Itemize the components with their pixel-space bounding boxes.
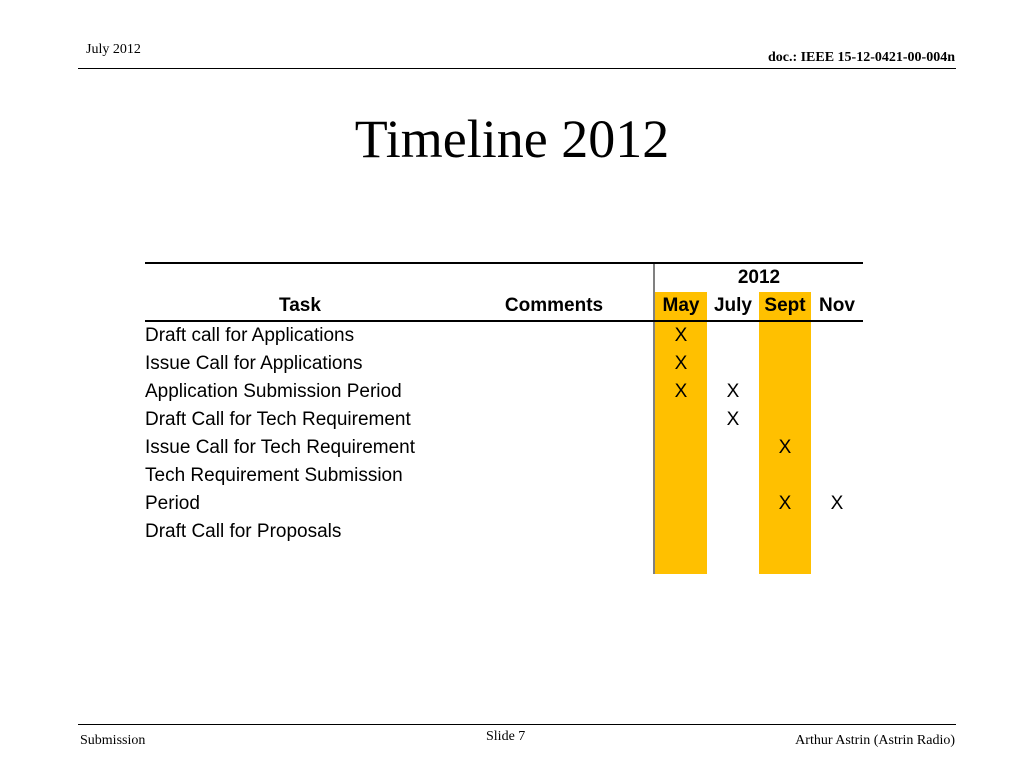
month-mark-cell: X: [655, 350, 707, 378]
task-cell: Period: [145, 493, 200, 514]
table-row: [145, 434, 863, 462]
month-mark-cell: X: [726, 409, 740, 430]
month-mark-cell: [811, 321, 863, 350]
month-header-july: July: [707, 292, 759, 321]
month-mark-cell: [811, 434, 863, 462]
task-cell: Draft Call for Tech Requirement: [145, 409, 411, 430]
month-mark-cell: [707, 518, 759, 546]
month-mark-cell: X: [655, 321, 707, 350]
table-row: [145, 378, 863, 406]
month-mark-cell: [707, 321, 759, 350]
task-cell: Tech Requirement Submission: [145, 465, 403, 486]
comment-cell: [455, 350, 653, 378]
table-row: [145, 350, 863, 378]
table-row: [145, 462, 863, 490]
month-mark-cell: [707, 434, 759, 462]
month-mark-cell: [811, 518, 863, 546]
month-mark-cell: [811, 350, 863, 378]
header-date: July 2012: [86, 42, 141, 57]
month-mark-cell: [655, 518, 707, 546]
month-mark-cell: X: [759, 490, 811, 518]
month-header-nov: Nov: [811, 292, 863, 321]
comment-cell: [455, 462, 653, 490]
task-header: Task: [145, 292, 455, 321]
month-header-may: May: [655, 292, 707, 321]
month-mark-cell: X: [759, 434, 811, 462]
table-bottom-spacer: [145, 546, 863, 574]
comment-cell: [455, 490, 653, 518]
table-year-row: [145, 263, 863, 292]
month-mark-cell: [759, 321, 811, 350]
table-header-row: [145, 292, 863, 321]
table-row: [145, 406, 863, 434]
month-mark-cell: [707, 462, 759, 490]
month-mark-cell: [759, 350, 811, 378]
task-cell: Application Submission Period: [145, 381, 402, 402]
table-row: [145, 321, 863, 350]
comment-cell: [455, 378, 653, 406]
comment-cell: [455, 321, 653, 350]
footer-author: Arthur Astrin (Astrin Radio): [795, 733, 955, 748]
task-cell: Draft call for Applications: [145, 325, 355, 346]
month-mark-cell: X: [655, 378, 707, 406]
footer-divider: [78, 724, 956, 725]
month-mark-cell: [759, 406, 811, 434]
month-mark-cell: [811, 462, 863, 490]
month-mark-cell: [707, 490, 759, 518]
task-cell: Draft Call for Proposals: [145, 521, 342, 542]
month-mark-cell: [811, 406, 863, 434]
month-mark-cell: [655, 434, 707, 462]
month-mark-cell: [759, 518, 811, 546]
month-mark-cell: X: [726, 381, 740, 402]
month-mark-cell: [707, 350, 759, 378]
header-doc-id: doc.: IEEE 15-12-0421-00-004n: [767, 50, 955, 65]
comment-cell: [455, 518, 653, 546]
table-row: [145, 518, 863, 546]
task-cell: Issue Call for Tech Requirement: [145, 437, 415, 458]
timeline-table: [145, 262, 863, 574]
month-mark-cell: [759, 462, 811, 490]
month-mark-cell: [759, 378, 811, 406]
comments-header: Comments: [455, 292, 653, 321]
comment-cell: [455, 434, 653, 462]
footer-submission: Submission: [80, 733, 146, 748]
month-mark-cell: [655, 462, 707, 490]
header-divider: [78, 68, 956, 69]
table-body: [145, 321, 863, 546]
table-row: [145, 490, 863, 518]
month-mark-cell: [655, 490, 707, 518]
month-mark-cell: [811, 378, 863, 406]
comment-cell: [455, 406, 653, 434]
year-header: 2012: [655, 263, 863, 292]
slide-title: Timeline 2012: [354, 109, 670, 169]
month-mark-cell: [655, 406, 707, 434]
slide-number: Slide 7: [486, 729, 526, 744]
task-cell: Issue Call for Applications: [145, 353, 363, 374]
month-mark-cell: X: [830, 493, 844, 514]
month-header-sept: Sept: [759, 292, 811, 321]
